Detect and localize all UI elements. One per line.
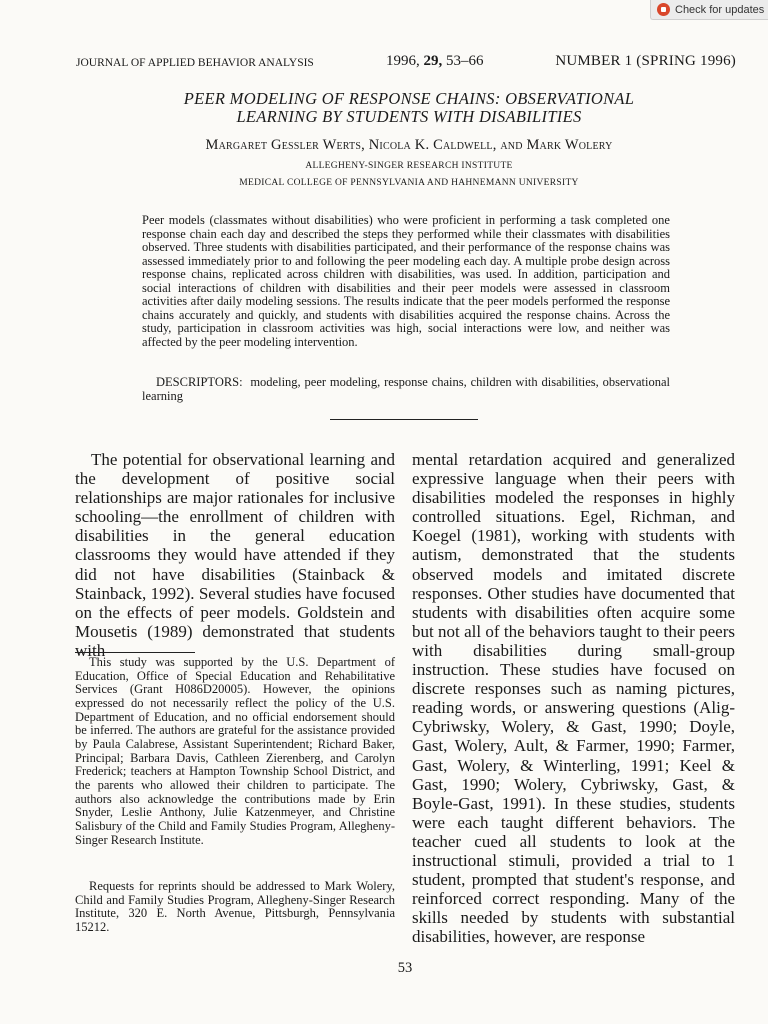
- title-line-1: PEER MODELING OF RESPONSE CHAINS: OBSERVATIONAL: [183, 89, 635, 108]
- page-number: 53: [397, 960, 413, 976]
- article-title: [75, 90, 743, 126]
- footnote-reprints: Requests for reprints should be addressed to Mark Wolery, Child and Family Studies Program, Allegheny-Singer Research Institute, 320 E. North Avenue, Pittsburgh, Pennsylvania 15212.: [75, 879, 395, 934]
- issue-info: NUMBER 1 (SPRING 1996): [555, 53, 736, 69]
- footnote-acknowledgment: This study was supported by the U.S. Department of Education, Office of Special Education and Rehabilitative Services (Grant H086D20005). However, the opinions expressed do not necessarily reflect the policy of the U.S. Department of Education, and no official endorsement should be inferred. The authors are grateful for the assistance provided by Paula Calabrese, Assistant Superintendent; Richard Baker, Principal; Barbara Davis, Cathleen Zierenberg, and Carolyn Frederick; teachers at Hampton Township School District, and the parents who allowed their children to participate. The authors also acknowledge the contributions made by Erin Snyder, Leslie Anthony, Julie Katzenmeyer, and Christine Salisbury of the Child and Family Studies Program, Allegheny-Singer Research Institute.: [75, 655, 395, 847]
- descriptors-label: DESCRIPTORS:: [156, 375, 243, 389]
- check-for-updates-button[interactable]: [650, 0, 768, 20]
- volume-info: [386, 53, 484, 70]
- journal-name: JOURNAL OF APPLIED BEHAVIOR ANALYSIS: [76, 57, 314, 69]
- volume: 29,: [423, 53, 443, 69]
- descriptors: [142, 376, 670, 403]
- descriptors-text: modeling, peer modeling, response chains, children with disabilities, observational learning: [142, 375, 670, 403]
- body-left-column: The potential for observational learning and the development of positive social relationships are major rationales for inclusive schooling—the enrollment of children with disabilities in the general education classrooms they would have attended if they did not have disabilities (Stainback & Stainback, 1992). Several studies have focused on the effects of peer models. Goldstein and Mousetis (1989) demonstrated that students with: [75, 450, 395, 660]
- affiliation-1: ALLEGHENY-SINGER RESEARCH INSTITUTE: [305, 161, 513, 171]
- title-line-2: LEARNING BY STUDENTS WITH DISABILITIES: [236, 107, 582, 126]
- body-right-column: mental retardation acquired and generalized expressive language when their peers with disabilities modeled the responses in highly controlled situations. Egel, Richman, and Koegel (1981), working with students with autism, demonstrated that the students observed models and imitated discrete responses. Other studies have documented that students with disabilities often acquire some but not all of the behaviors taught to their peers with disabilities during small-group instruction. These studies have focused on discrete responses such as naming pictures, reading words, or answering questions (Alig-Cybriwsky, Wolery, & Gast, 1990; Doyle, Gast, Wolery, Ault, & Farmer, 1990; Farmer, Gast, Wolery, & Winterling, 1991; Keel & Gast, 1990; Wolery, Cybriwsky, Gast, & Boyle-Gast, 1991). In these studies, students were each taught different behaviors. The teacher cued all students to look at the instructional stimuli, provided a trial to 1 student, prompted that student's response, and reinforced correct responding. Many of the skills needed by students with substantial disabilities, however, are response: [412, 450, 735, 947]
- title-divider: [330, 419, 478, 420]
- affiliation-2: MEDICAL COLLEGE OF PENNSYLVANIA AND HAHNEMANN UNIVERSITY: [239, 178, 579, 188]
- update-icon: [657, 3, 670, 16]
- abstract: Peer models (classmates without disabilities) who were proficient in performing a task completed one response chain each day and described the steps they performed while their classmates with disabilities observed. Three students with disabilities participated, and their performance of the response chains was assessed immediately prior to and following the peer modeling each day. A multiple probe design across response chains, replicated across children with disabilities, was used. In addition, participation and social interactions of children with disabilities and their peer models were assessed in classroom activities after daily modeling sessions. The results indicate that the peer models performed the response chains accurately and quickly, and students with disabilities acquired the response chains. Across the study, participation in classroom activities was high, social interactions were low, and neither was affected by the peer modeling intervention.: [142, 213, 670, 349]
- running-head: [76, 53, 736, 75]
- check-for-updates-label: Check for updates: [675, 3, 765, 16]
- footnote-divider: [75, 652, 195, 653]
- page-range: 53–66: [446, 53, 484, 69]
- year: 1996,: [386, 53, 420, 69]
- authors: Margaret Gessler Werts, Nicola K. Caldwell, and Mark Wolery: [205, 137, 613, 153]
